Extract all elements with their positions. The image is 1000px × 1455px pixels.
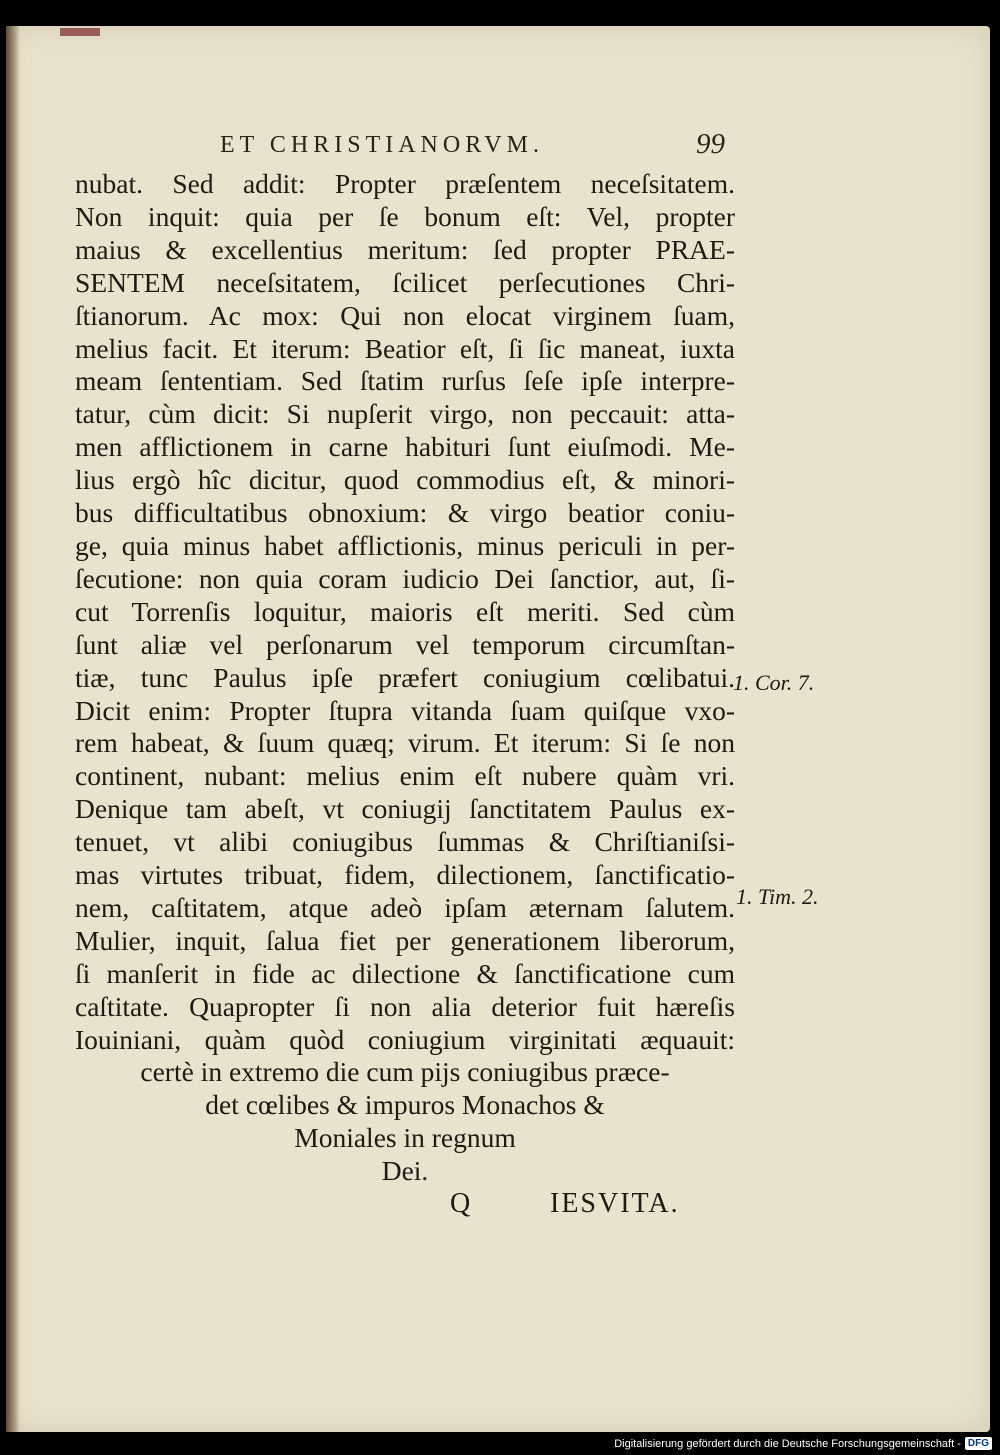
text-line: Denique tam abeſt, vt coniugij ſanctitatem Paulus ex-: [75, 793, 735, 825]
text-line: men afflictionem in carne habituri ſunt eiuſmodi. Me-: [75, 431, 735, 463]
text-line: nubat. Sed addit: Propter præſentem neceſsitatem.: [75, 168, 735, 199]
running-head: ET CHRISTIANORVM.: [220, 132, 544, 158]
text-line: Non inquit: quia per ſe bonum eſt: Vel, propter: [75, 200, 735, 232]
page-binding-edge: [6, 26, 20, 1432]
text-line: tiæ, tunc Paulus ipſe præfert coniugium cœlibatui.: [75, 661, 735, 693]
funding-footer: [614, 1437, 992, 1450]
binding-thread: [60, 28, 100, 36]
text-line: Mulier, inquit, ſalua fiet per generationem liberorum,: [75, 924, 735, 956]
dfg-logo: DFG: [965, 1437, 992, 1450]
text-line: mas virtutes tribuat, fidem, dilectionem, ſanctificatio-: [75, 859, 735, 891]
text-line: tenuet, vt alibi coniugibus ſummas & Chriſtianiſsi-: [75, 826, 735, 858]
page-number: 99: [696, 128, 725, 160]
text-line: ſecutione: non quia coram iudicio Dei ſanctior, aut, ſi-: [75, 562, 735, 594]
text-line-tail: certè in extremo die cum pijs coniugibus præce-: [140, 1056, 670, 1088]
text-line: ge, quia minus habet afflictionis, minus periculi in per-: [75, 529, 735, 561]
text-line: ſunt aliæ vel perſonarum vel temporum circumſtan-: [75, 628, 735, 660]
text-line: nem, caſtitatem, atque adeò ipſam æternam ſalutem.: [75, 891, 735, 923]
text-line-tail: Dei.: [381, 1155, 429, 1187]
footer-text: Digitalisierung gefördert durch die Deutsche Forschungsgemeinschaft -: [614, 1437, 961, 1450]
text-line: cut Torrenſis loquitur, maioris eſt meriti. Sed cùm: [75, 595, 735, 627]
text-line: Iouiniani, quàm quòd coniugium virginitati æquauit:: [75, 1023, 735, 1055]
margin-note-tim: 1. Tim. 2.: [736, 884, 819, 909]
text-line: rem habeat, & ſuum quæq; virum. Et iterum: Si ſe non: [75, 727, 735, 759]
text-line: bus difficultatibus obnoxium: & virgo beatior coniu-: [75, 497, 735, 529]
text-line: ſi manſerit in fide ac dilectione & ſanctificatione cum: [75, 957, 735, 989]
text-line: melius facit. Et iterum: Beatior eſt, ſi ſic maneat, iuxta: [75, 332, 735, 364]
text-line: tatur, cùm dicit: Si nupſerit virgo, non peccauit: atta-: [75, 398, 735, 430]
text-line: continent, nubant: melius enim eſt nubere quàm vri.: [75, 760, 735, 792]
catchword: IESVITA.: [550, 1188, 680, 1219]
text-line: ſtianorum. Ac mox: Qui non elocat virginem ſuam,: [75, 299, 735, 331]
text-line-tail: det cœlibes & impuros Monachos &: [205, 1089, 605, 1121]
text-line: SENTEM neceſsitatem, ſcilicet perſecutiones Chri-: [75, 266, 735, 298]
text-line: caſtitate. Quapropter ſi non alia deterior fuit hæreſis: [75, 990, 735, 1022]
margin-note-cor: 1. Cor. 7.: [733, 670, 815, 695]
signature-mark: Q: [450, 1188, 471, 1219]
text-line: maius & excellentius meritum: ſed propter PRAE-: [75, 233, 735, 265]
text-line: Dicit enim: Propter ſtupra vitanda ſuam quiſque vxo-: [75, 694, 735, 726]
body-text: [75, 168, 735, 1188]
text-line-tail: Moniales in regnum: [294, 1122, 516, 1154]
text-line: meam ſententiam. Sed ſtatim rurſus ſeſe ipſe interpre-: [75, 365, 735, 397]
text-line: lius ergò hîc dicitur, quod commodius eſt, & minori-: [75, 464, 735, 496]
